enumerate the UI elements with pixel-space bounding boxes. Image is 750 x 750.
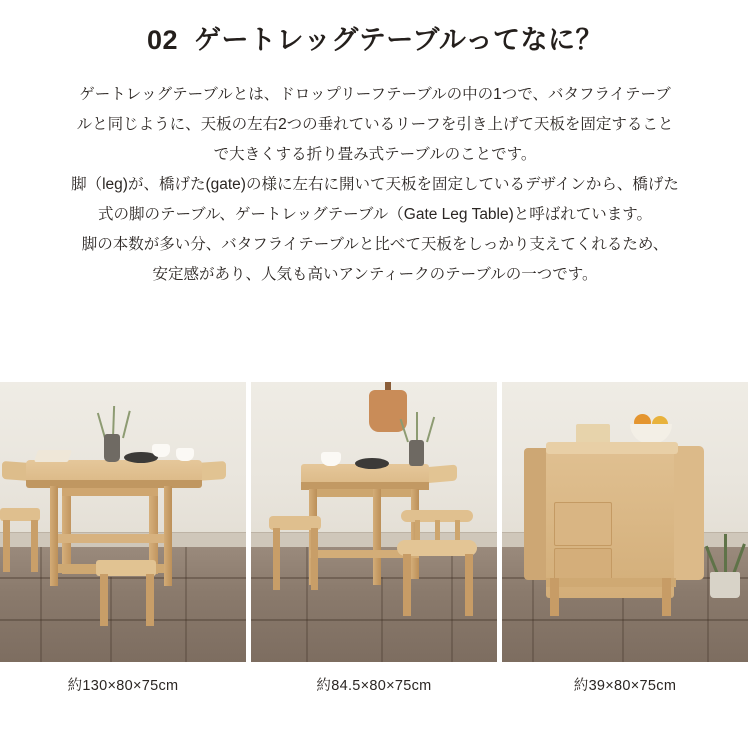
description-line: で大きくする折り畳み式テーブルのことです。 [213, 146, 537, 163]
potted-plant [710, 532, 744, 598]
stool-leg [31, 520, 38, 572]
lower-shelf [546, 578, 676, 587]
description-line: 脚（leg)が、橋げた(gate)の様に左右に開いて天板を固定しているデザインから、橋げた [71, 176, 679, 193]
cup-prop [176, 448, 194, 461]
box-prop [576, 424, 610, 444]
chair-leg [403, 554, 411, 616]
table-leg [662, 578, 671, 616]
product-photo-full-open [0, 382, 246, 662]
table-panel [554, 502, 612, 546]
stool-leg [100, 574, 108, 626]
table-leg [373, 489, 381, 585]
description-line: ゲートレッグテーブルとは、ドロップリーフテーブルの中の1つで、バタフライテーブ [79, 86, 671, 103]
book-prop [34, 450, 72, 462]
gallery-figure-full-open [0, 382, 246, 695]
chair-leg [311, 528, 318, 590]
stool-leg [146, 574, 154, 626]
description-line: 式の脚のテーブル、ゲートレッグテーブル（Gate Leg Table)と呼ばれています。 [97, 206, 653, 223]
table-leg [164, 486, 172, 586]
table-apron [315, 489, 415, 497]
section-number: 02 [146, 25, 179, 55]
description-line: 安定感があり、人気も高いアンティークのテーブルの一つです。 [152, 266, 598, 283]
table-top [26, 460, 202, 482]
product-photo-folded [502, 382, 748, 662]
chair-spindle [435, 520, 440, 542]
cup-prop [321, 452, 341, 466]
gallery-figure-folded [502, 382, 748, 695]
table-leaf-left-folded [524, 448, 548, 580]
flower-stems [98, 400, 132, 436]
lower-shelf [52, 534, 170, 543]
description-line: ルと同じように、天板の左右2つの垂れているリーフを引き上げて天板を固定すること [76, 116, 674, 133]
figure-caption: 約130×80×75cm [67, 678, 179, 694]
chair-spindle [455, 520, 460, 542]
figure-caption: 約39×80×75cm [573, 678, 677, 694]
description-text [0, 80, 750, 290]
product-photo-half-open [251, 382, 497, 662]
description-line: 脚の本数が多い分、バタフライテーブルと比べて天板をしっかり支えてくれるため、 [81, 236, 669, 253]
table-leaf-right-folded [672, 446, 704, 580]
chair-spindle [415, 520, 420, 542]
vase-prop [409, 440, 424, 466]
table-leg [50, 486, 58, 586]
table-leg [550, 578, 559, 616]
plate-prop [355, 458, 389, 469]
stool-leg [3, 520, 10, 572]
vase-prop [104, 434, 120, 462]
gallery-figure-half-open [251, 382, 497, 695]
chair-leg [273, 528, 280, 590]
product-size-gallery [0, 382, 750, 695]
section-title-text: ゲートレッグテーブルってなに？ [194, 25, 604, 55]
chair-leg [465, 554, 473, 616]
table-top [546, 442, 678, 454]
page-title [0, 18, 750, 57]
plant-pot [710, 572, 740, 598]
flower-stems [401, 408, 435, 442]
figure-caption: 約84.5×80×75cm [316, 678, 432, 694]
cup-prop [152, 444, 170, 457]
